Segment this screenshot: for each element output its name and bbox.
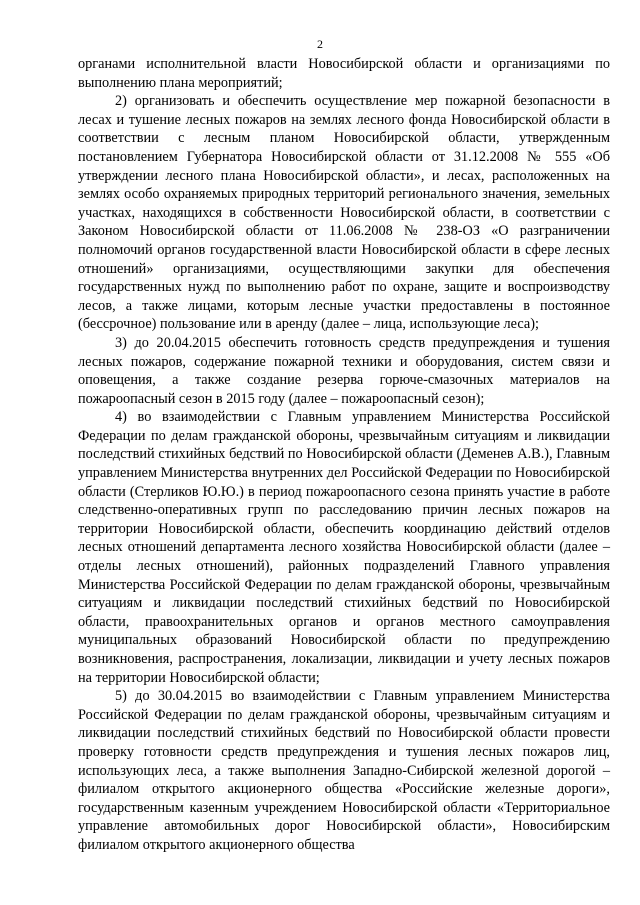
paragraph-item-2: 2) организовать и обеспечить осуществление мер пожарной безопасности в лесах и тушение лесных пожаров на землях лесного фонда Новосибирской области в соответствии с лесным планом Новосибирской области, утвержденным постановлением Губернатора Новосибирской области от 31.12.2008 № 555 «Об утверждении лесного плана Новосибирской области», и лесах, расположенных на землях особо охраняемых природных территорий регионального значения, земельных участках, находящихся в собственности Новосибирской области, в соответствии с Законом Новосибирской области от 11.06.2008 № 238-ОЗ «О разграничении полномочий органов государственной власти Новосибирской области в сфере лесных отношений» организациями, осуществляющими закупки для обеспечения государственных нужд по выполнению работ по охране, защите и воспроизводству лесов, а также лицами, которым лесные участки предоставлены в постоянное (бессрочное) пользование или в аренду (далее – лица, использующие леса); <box>78 93 610 333</box>
paragraph-item-5: 5) до 30.04.2015 во взаимодействии с Главным управлением Министерства Российской Федерации по делам гражданской обороны, чрезвычайным ситуациям и ликвидации последствий стихийных бедствий по Новосибирской области провести проверку готовности средств предупреждения и тушения лесных пожаров лиц, использующих леса, а также выполнения Западно-Сибирской железной дорогой – филиалом открытого акционерного общества «Российские железные дороги», государственным казенным учреждением Новосибирской области «Территориальное управление автомобильных дорог Новосибирской области», Новосибирским филиалом открытого акционерного общества <box>78 688 610 853</box>
document-body <box>78 55 610 855</box>
paragraph-item-4: 4) во взаимодействии с Главным управлением Министерства Российской Федерации по делам гражданской обороны, чрезвычайным ситуациям и ликвидации последствий стихийных бедствий по Новосибирской области (Деменев А.В.), Главным управлением Министерства внутренних дел Российской Федерации по Новосибирской области (Стерликов Ю.Ю.) в период пожароопасного сезона принять участие в работе следственно-оперативных групп по расследованию причин лесных пожаров на территории Новосибирской области, обеспечить координацию действий отделов лесных отношений департамента лесного хозяйства Новосибирской области (далее – отделы лесных отношений), районных подразделений Главного управления Министерства Российской Федерации по делам гражданской обороны, чрезвычайным ситуациям и ликвидации последствий стихийных бедствий по Новосибирской области, правоохранительных органов и органов местного самоуправления муниципальных образований Новосибирской области по предупреждению возникновения, распространения, локализации, ликвидации и учету лесных пожаров на территории Новосибирской области; <box>78 409 610 686</box>
page-number: 2 <box>317 37 323 51</box>
paragraph-continuation: органами исполнительной власти Новосибирской области и организациями по выполнению плана мероприятий; <box>78 56 610 91</box>
paragraph-item-3: 3) до 20.04.2015 обеспечить готовность средств предупреждения и тушения лесных пожаров, содержание пожарной техники и оборудования, систем связи и оповещения, а также создание резерва горюче-смазочных материалов на пожароопасный сезон в 2015 году (далее – пожароопасный сезон); <box>78 334 610 407</box>
